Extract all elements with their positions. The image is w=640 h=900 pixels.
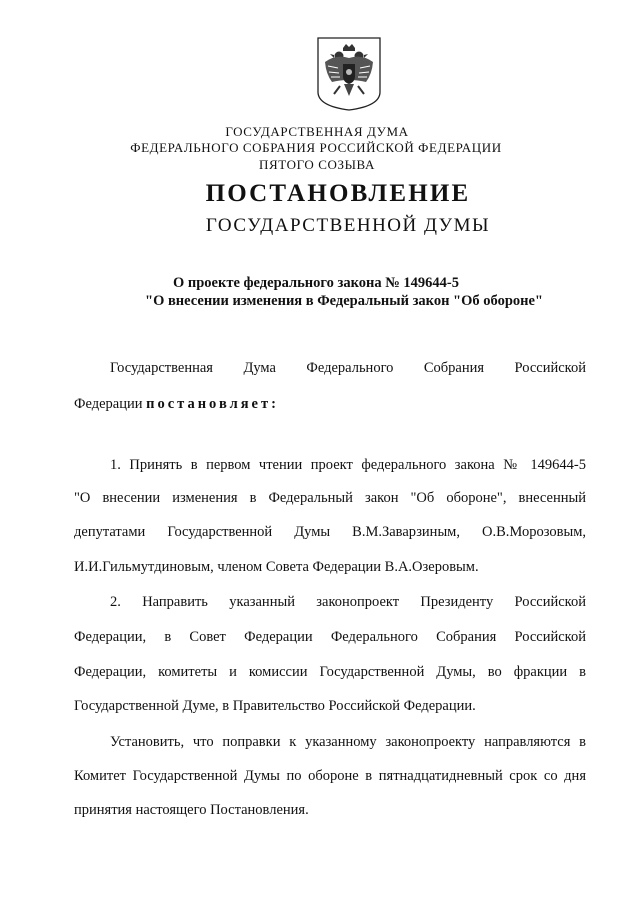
item3-line-1: Установить, что поправки к указанному законопроекту направляются в xyxy=(110,734,586,750)
subject-line-2: "О внесении изменения в Федеральный закон "Об обороне" xyxy=(145,293,543,309)
item1-line-1: 1. Принять в первом чтении проект федерального закона № 149644-5 xyxy=(110,457,586,473)
double-headed-eagle-icon xyxy=(316,36,382,112)
org-line-duma: ГОСУДАРСТВЕННАЯ ДУМА xyxy=(225,124,409,139)
document-type-title: ПОСТАНОВЛЕНИЕ xyxy=(205,180,471,207)
coat-of-arms-emblem xyxy=(316,36,382,112)
org-line-assembly: ФЕДЕРАЛЬНОГО СОБРАНИЯ РОССИЙСКОЙ ФЕДЕРАЦИИ xyxy=(130,140,502,155)
item2-line-2: Федерации, в Совет Федерации Федерального Собрания Российской xyxy=(74,629,586,645)
document-issuer-subtitle: ГОСУДАРСТВЕННОЙ ДУМЫ xyxy=(205,215,491,236)
item1-line-3: депутатами Государственной Думы В.М.Заварзиным, О.В.Морозовым, xyxy=(74,524,586,540)
preamble-text: Федерации xyxy=(74,396,147,412)
item1-line-2: "О внесении изменения в Федеральный закон "Об обороне", внесенный xyxy=(74,490,586,506)
item1-line-4: И.И.Гильмутдиновым, членом Совета Федерации В.А.Озеровым. xyxy=(74,559,479,575)
resolves-emphasis: постановляет: xyxy=(146,396,279,412)
item2-line-4: Государственной Думе, в Правительство Российской Федерации. xyxy=(74,698,476,714)
item2-line-3: Федерации, комитеты и комиссии Государственной Думы, во фракции в xyxy=(74,664,586,680)
subject-line-1: О проекте федерального закона № 149644-5 xyxy=(172,275,460,291)
item3-line-3: принятия настоящего Постановления. xyxy=(74,802,309,818)
item2-line-1: 2. Направить указанный законопроект Президенту Российской xyxy=(110,594,586,610)
preamble-line-1: Государственная Дума Федерального Собрания Российской xyxy=(110,360,586,376)
org-line-convocation: ПЯТОГО СОЗЫВА xyxy=(259,157,375,172)
preamble-line-2 xyxy=(74,396,586,413)
item3-line-2: Комитет Государственной Думы по обороне в пятнадцатидневный срок со дня xyxy=(74,768,586,784)
